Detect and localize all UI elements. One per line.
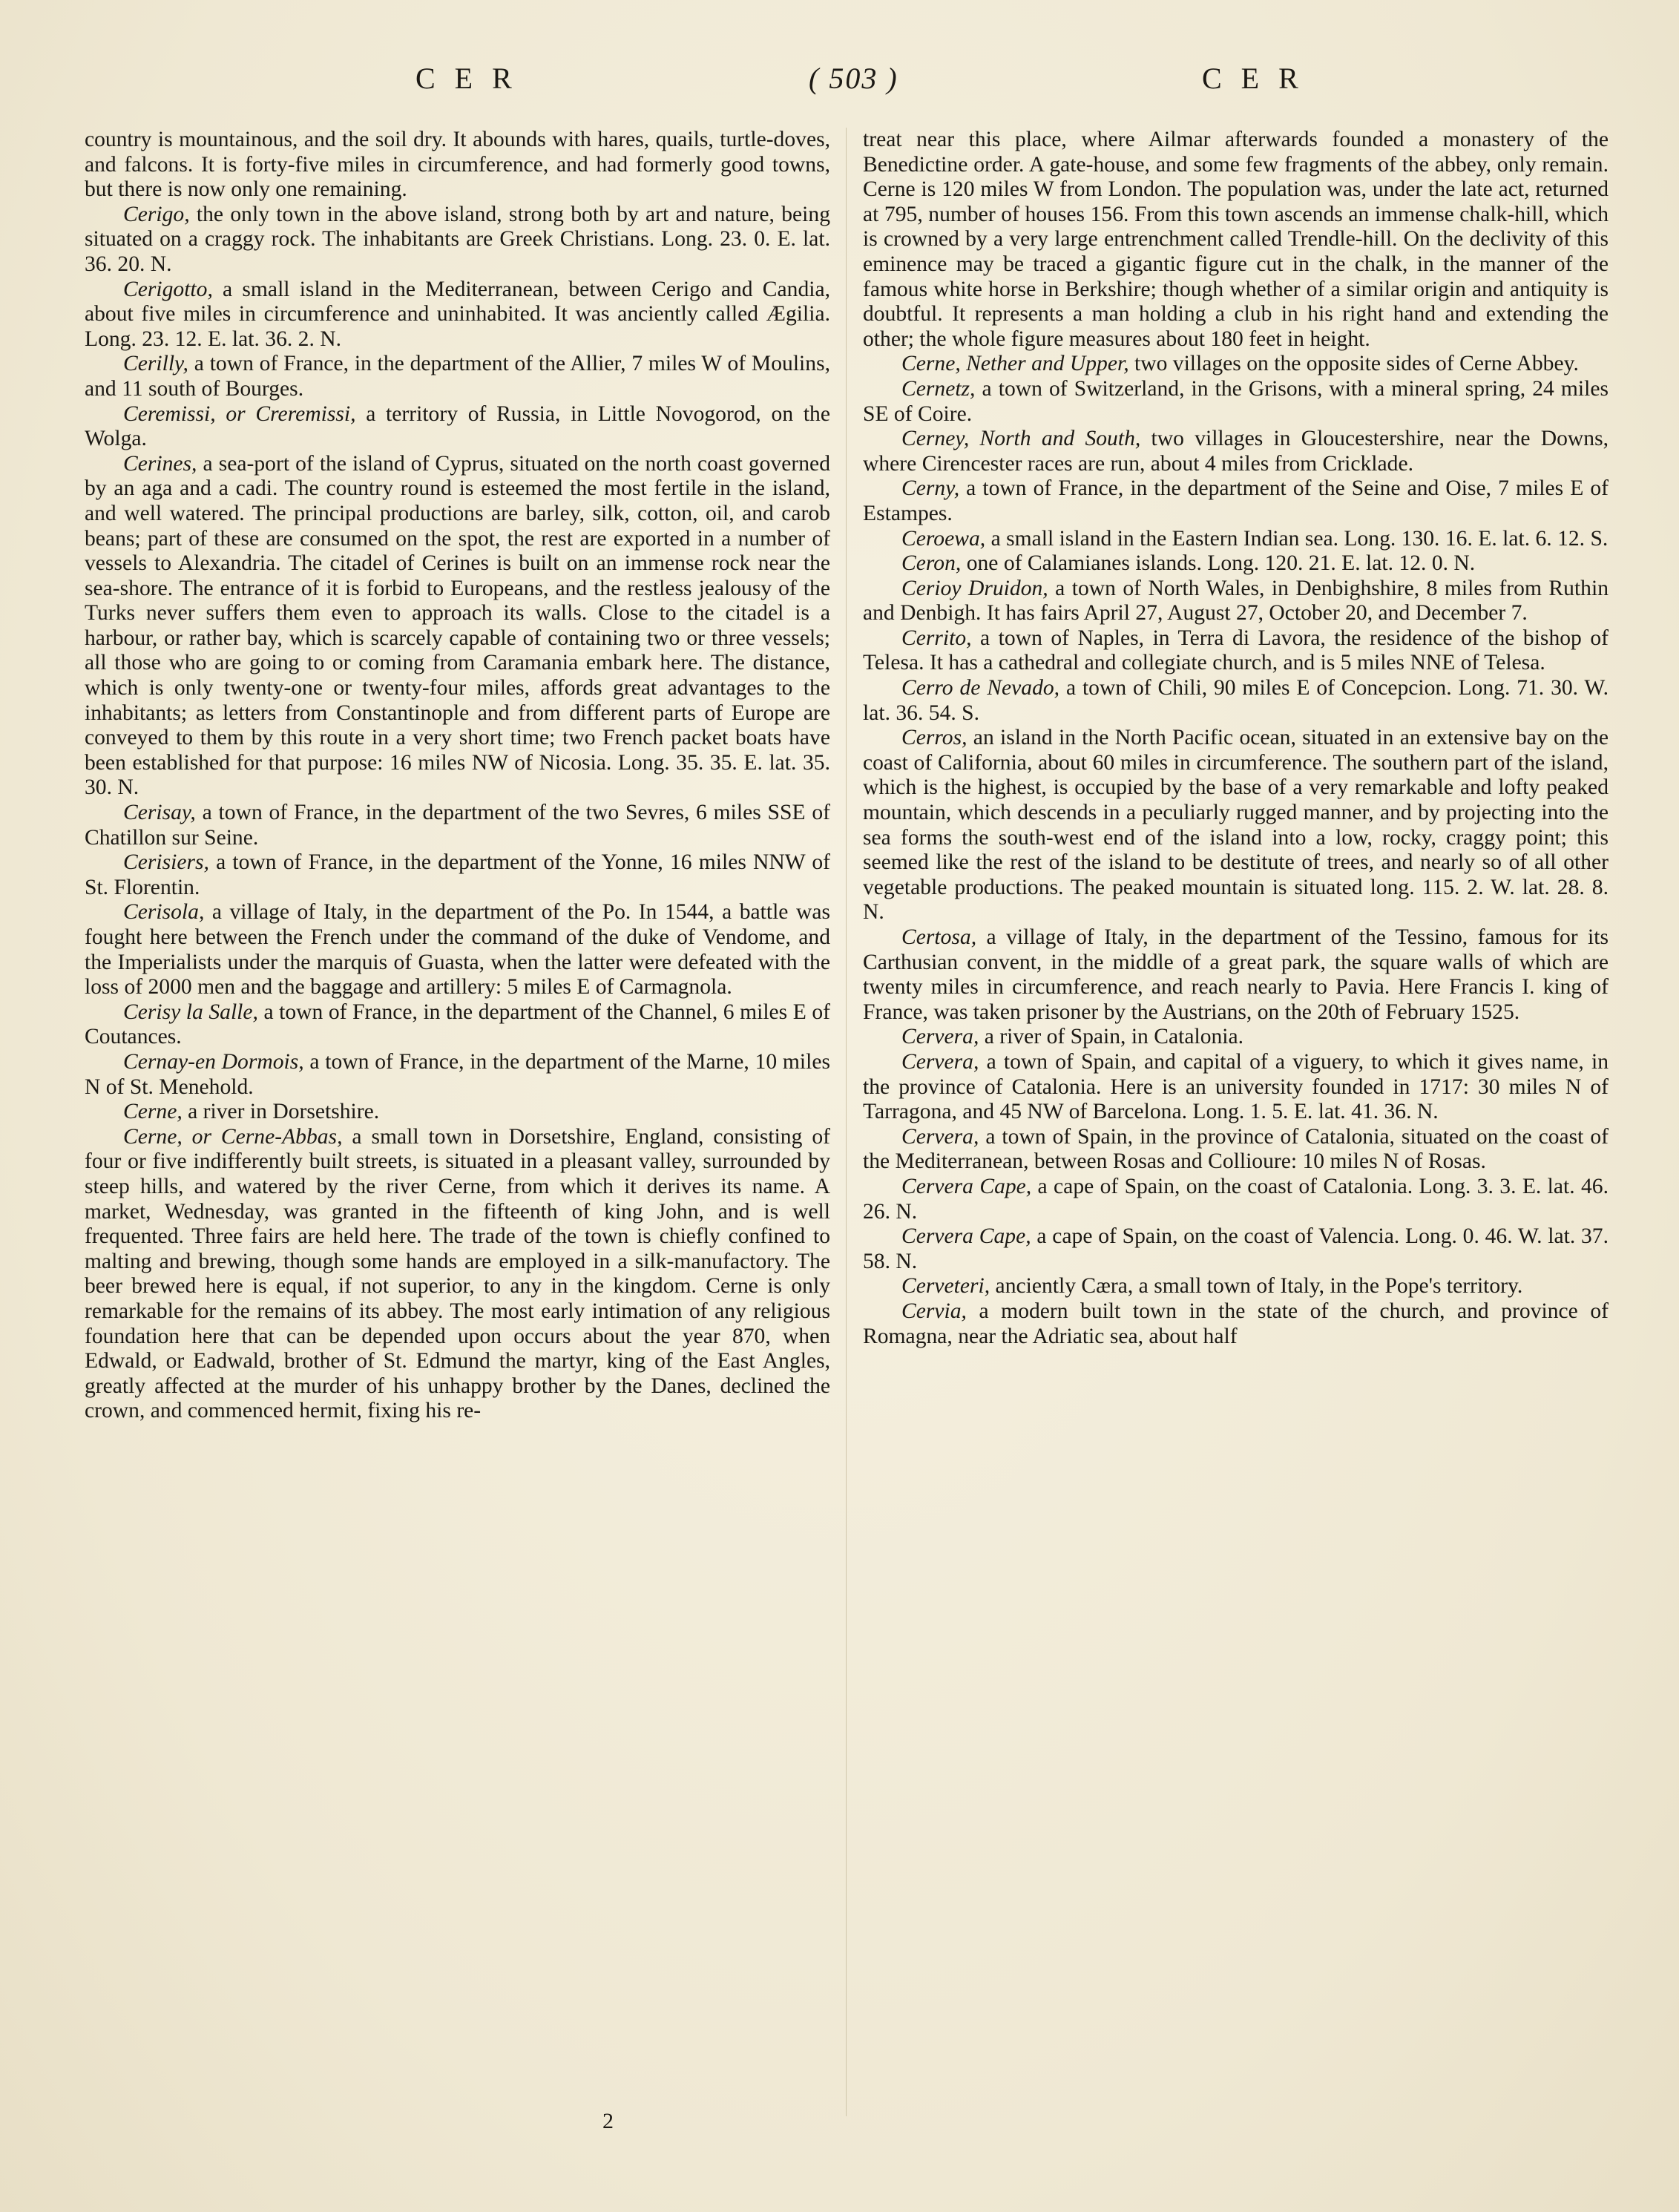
entry-text: a small town in Dorsetshire, England, consisting of four or five indifferently built streets, is situated in a pleasant valley, surrounded by steep hills, and watered by the river Cerne, from which it derives its name. A market, Wednesday, was granted in the fifteenth of king John, and is well frequented. Three fairs are held here. The trade of the town is chiefly confined to malting and brewing, though some hands are employed in a silk-manufactory. The beer brewed here is equal, if not superior, to any in the kingdom. Cerne is only remarkable for the remains of its abbey. The most early intimation of any religious foundation here that can be depended upon occurs about the year 870, when Edwald, or Eadwald, brother of St. Edmund the martyr, king of the East Angles, greatly affected at the murder of his unhappy brother by the Danes, declined the crown, and commenced hermit, fixing his re-	[85, 1124, 830, 1423]
dictionary-entry	[85, 900, 830, 1000]
page-number: ( 503 )	[809, 62, 898, 95]
entry-text: a town of France, in the department of the Channel, 6 miles E of Coutances.	[85, 1000, 830, 1049]
entry-text: the only town in the above island, strong both by art and nature, being situated on a craggy rock. The inhabitants are Greek Christians. Long. 23. 0. E. lat. 36. 20. N.	[85, 202, 830, 276]
entry-headword: Cerne, Nether and Upper,	[901, 352, 1129, 376]
entry-text: a town of Spain, in the province of Catalonia, situated on the coast of the Mediterranean, between Rosas and Collioure: 10 miles N of Rosas.	[863, 1124, 1609, 1174]
entry-headword: Cerisy la Salle,	[123, 1000, 258, 1024]
entry-headword: Certosa,	[901, 925, 977, 949]
continued-text	[85, 128, 830, 203]
dictionary-entry	[85, 1100, 830, 1125]
entry-headword: Cerne,	[123, 1100, 183, 1124]
dictionary-entry	[863, 925, 1609, 1025]
dictionary-entry	[85, 1125, 830, 1424]
dictionary-entry	[863, 476, 1609, 526]
entry-headword: Cerigo,	[123, 202, 190, 226]
dictionary-entry	[863, 352, 1609, 377]
entry-headword: Cerisola,	[123, 900, 205, 925]
entry-text: one of Calamianes islands. Long. 120. 21. E. lat. 12. 0. N.	[961, 551, 1476, 576]
entry-text: a town of North Wales, in Denbighshire, 8 miles from Ruthin and Denbigh. It has fairs April 27, August 27, October 20, and December 7.	[863, 576, 1609, 626]
header-left-guideword: C E R	[415, 62, 518, 95]
entry-text: a territory of Russia, in Little Novogorod, on the Wolga.	[85, 401, 830, 451]
dictionary-entry	[85, 352, 830, 401]
entry-text: a town of France, in the department of the Seine and Oise, 7 miles E of Estampes.	[863, 476, 1609, 525]
dictionary-entry	[85, 850, 830, 900]
entry-text: anciently Cæra, a small town of Italy, in the Pope's territory.	[990, 1274, 1523, 1299]
entry-text: a modern built town in the state of the church, and province of Romagna, near the Adriatic sea, about half	[863, 1299, 1609, 1348]
entry-text: a town of Naples, in Terra di Lavora, the residence of the bishop of Telesa. It has a cathedral and collegiate church, and is 5 miles NNE of Telesa.	[863, 626, 1609, 675]
dictionary-entry	[85, 801, 830, 850]
entry-headword: Cernetz,	[901, 376, 976, 401]
entry-headword: Cervera,	[901, 1049, 979, 1074]
entry-headword: Cerros,	[901, 726, 967, 750]
entry-headword: Cervera,	[901, 1025, 979, 1049]
entry-headword: Cerveteri,	[901, 1274, 990, 1299]
entry-text: a town of Spain, and capital of a viguery, to which it gives name, in the province of Catalonia. Here is an university founded in 1717: 30 miles N of Tarragona, and 45 NW of Barcelona. Long. 1. 5. E. lat. 41. 36. N.	[863, 1049, 1609, 1124]
entry-text: a town of France, in the department of the Marne, 10 miles N of St. Menehold.	[85, 1049, 831, 1099]
dictionary-entry	[863, 726, 1609, 925]
entry-text: a town of France, in the department of the Yonne, 16 miles NNW of St. Florentin.	[85, 850, 830, 899]
dictionary-entry	[863, 1299, 1609, 1349]
running-header	[0, 61, 1679, 113]
signature-mark: 2	[602, 2109, 614, 2133]
entry-headword: Cervera Cape,	[901, 1224, 1031, 1249]
right-column	[863, 128, 1609, 1349]
entry-headword: Cerioy Druidon,	[901, 576, 1048, 600]
entry-headword: Cernay-en Dormois,	[123, 1049, 304, 1074]
dictionary-entry	[85, 402, 830, 452]
dictionary-entry	[863, 1224, 1609, 1274]
entry-text: a town of France, in the department of the Allier, 7 miles W of Moulins, and 11 south of Bourges.	[85, 352, 830, 401]
continued-text	[863, 128, 1609, 352]
entry-text: two villages on the opposite sides of Cerne Abbey.	[1128, 352, 1579, 376]
entry-text: country is mountainous, and the soil dry. It abounds with hares, quails, turtle-doves, and falcons. It is forty-five miles in circumference, and had formerly good towns, but there is now only one remaining.	[85, 128, 830, 202]
entry-text: a town of Chili, 90 miles E of Concepcion. Long. 71. 30. W. lat. 36. 54. S.	[863, 676, 1609, 725]
entry-text: a cape of Spain, on the coast of Valencia. Long. 0. 46. W. lat. 37. 58. N.	[863, 1224, 1609, 1273]
entry-text: a sea-port of the island of Cyprus, situated on the north coast governed by an aga and a cadi. The country round is esteemed the most fertile in the island, and well watered. The principal productions are barley, silk, cotton, oil, and carob beans; part of these are consumed on the spot, the rest are exported in a number of vessels to Alexandria. The citadel of Cerines is built on an immense rock near the sea-shore. The entrance of it is forbid to Europeans, and the restless jealousy of the Turks never suffers them even to approach its walls. Close to the citadel is a harbour, or rather bay, which is scarcely capable of containing two or three vessels; all those who are going to or coming from Caramania embark here. The distance, which is only twenty-one or twenty-four miles, affords great advantages to the inhabitants; as letters from Constantinople and from different parts of Europe are conveyed to them by this route in a very short time; two French packet boats have been established for that purpose: 16 miles NW of Nicosia. Long. 35. 35. E. lat. 35. 30. N.	[85, 451, 830, 800]
entry-headword: Cervia,	[901, 1299, 967, 1323]
entry-text: a town of France, in the department of the two Sevres, 6 miles SSE of Chatillon sur Seine.	[85, 801, 830, 850]
entry-headword: Cervera,	[901, 1124, 979, 1149]
entry-text: a small island in the Mediterranean, between Cerigo and Candia, about five miles in circumference and uninhabited. It was anciently called Ægilia. Long. 23. 12. E. lat. 36. 2. N.	[85, 277, 830, 351]
entry-text: a river of Spain, in Catalonia.	[979, 1025, 1244, 1049]
dictionary-entry	[85, 1050, 830, 1100]
dictionary-entry	[85, 452, 830, 801]
entry-headword: Ceremissi, or Creremissi,	[123, 401, 356, 426]
dictionary-entry	[863, 1025, 1609, 1050]
entry-text: a village of Italy, in the department of the Po. In 1544, a battle was fought here between the French under the command of the duke of Vendome, and the Imperialists under the marquis of Guasta, when the latter were defeated with the loss of 2000 men and the baggage and artillery: 5 miles E of Carmagnola.	[85, 900, 830, 1000]
entry-text: an island in the North Pacific ocean, situated in an extensive bay on the coast of California, about 60 miles in circumference. The southern part of the island, which is the highest, is occupied by the base of a very remarkable and lofty peaked mountain, which descends in a peculiarly rugged manner, and by projecting into the sea forms the south-west end of the island into a low, rocky, craggy point; this seemed like the rest of the island to be destitute of trees, and nearly so of all other vegetable productions. The peaked mountain is situated long. 115. 2. W. lat. 28. 8. N.	[863, 726, 1609, 925]
dictionary-entry	[863, 1125, 1609, 1175]
entry-text: a river in Dorsetshire.	[182, 1100, 380, 1124]
entry-text: a town of Switzerland, in the Grisons, with a mineral spring, 24 miles SE of Coire.	[863, 376, 1609, 426]
column-divider	[846, 128, 847, 2116]
entry-headword: Ceroewa,	[901, 526, 986, 551]
dictionary-entry	[863, 527, 1609, 552]
dictionary-entry	[863, 427, 1609, 476]
entry-headword: Cerisiers,	[123, 850, 209, 875]
dictionary-entry	[863, 1175, 1609, 1224]
entry-headword: Cerrito,	[901, 626, 972, 650]
dictionary-entry	[863, 1274, 1609, 1299]
header-right-guideword: C E R	[1202, 62, 1304, 95]
dictionary-entry	[863, 626, 1609, 676]
entry-headword: Cerilly,	[123, 352, 188, 376]
dictionary-entry	[863, 551, 1609, 577]
entry-text: treat near this place, where Ailmar afterwards founded a monastery of the Benedictine order. A gate-house, and some few fragments of the abbey, only remain. Cerne is 120 miles W from London. The population was, under the late act, returned at 795, number of houses 156. From this town ascends an immense chalk-hill, which is crowned by a very large entrenchment called Trendle-hill. On the declivity of this eminence may be traced a gigantic figure cut in the chalk, in the manner of the famous white horse in Berkshire; though whether of a similar origin and antiquity is doubtful. It represents a man holding a club in his right hand and extending the other; the whole figure measures about 180 feet in height.	[863, 128, 1609, 351]
dictionary-entry	[85, 278, 830, 352]
entry-text: a village of Italy, in the department of the Tessino, famous for its Carthusian convent, in the middle of a great park, the square walls of which are twenty miles in circumference, and reach nearly to Pavia. Here Francis I. king of France, was taken prisoner by the Austrians, on the 20th of February 1525.	[863, 925, 1609, 1024]
left-column	[85, 128, 830, 1424]
dictionary-entry	[863, 676, 1609, 726]
entry-text: a cape of Spain, on the coast of Catalonia. Long. 3. 3. E. lat. 46. 26. N.	[863, 1174, 1609, 1224]
dictionary-entry	[85, 1000, 830, 1050]
dictionary-entry	[85, 203, 830, 278]
entry-headword: Cerigotto,	[123, 277, 213, 301]
entry-text: two villages in Gloucestershire, near the Downs, where Cirencester races are run, about 4 miles from Cricklade.	[863, 427, 1609, 476]
entry-headword: Ceron,	[901, 551, 962, 576]
entry-headword: Cervera Cape,	[901, 1174, 1032, 1198]
dictionary-entry	[863, 1050, 1609, 1125]
entry-text: a small island in the Eastern Indian sea. Long. 130. 16. E. lat. 6. 12. S.	[985, 526, 1609, 551]
dictionary-entry	[863, 577, 1609, 626]
entry-headword: Cerne, or Cerne-Abbas,	[123, 1124, 343, 1149]
entry-headword: Cerro de Nevado,	[901, 676, 1060, 700]
entry-headword: Cerisay,	[123, 801, 196, 825]
entry-headword: Cerines,	[123, 451, 197, 476]
dictionary-entry	[863, 377, 1609, 427]
entry-headword: Cerney, North and South,	[901, 427, 1141, 451]
entry-headword: Cerny,	[901, 476, 960, 501]
